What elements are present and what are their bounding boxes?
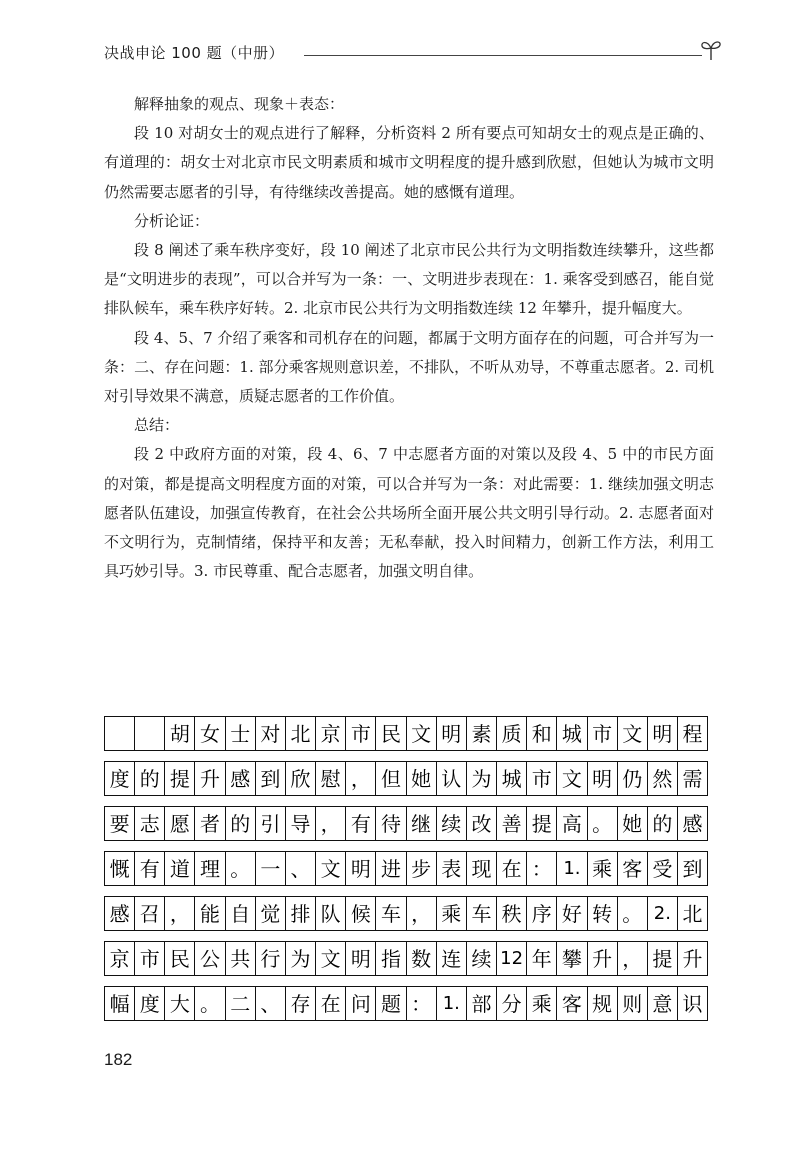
grid-cell: 召 [135,897,165,930]
grid-cell: 能 [195,897,225,930]
grid-cell: 升 [678,942,708,975]
grid-cell: 车 [376,897,406,930]
grid-cell [135,717,165,750]
grid-cell: 。 [226,852,256,885]
grid-cell: 1. [437,987,467,1020]
sprout-icon [698,36,724,62]
grid-cell: 大 [165,987,195,1020]
grid-cell: 改 [467,807,497,840]
grid-cell: 仍 [618,762,648,795]
grid-cell: 文 [618,717,648,750]
grid-cell: 的 [135,762,165,795]
grid-cell: 自 [226,897,256,930]
running-header [104,36,724,66]
grid-cell: 民 [165,942,195,975]
grid-cell: 市 [588,717,618,750]
grid-cell: 女 [195,717,225,750]
grid-cell: 有 [346,807,376,840]
grid-cell: 京 [316,717,346,750]
grid-cell: 文 [316,852,346,885]
grid-cell: 城 [497,762,527,795]
grid-cell: ， [618,942,648,975]
grid-cell: 导 [286,807,316,840]
grid-cell: 年 [527,942,557,975]
grid-row [104,941,708,976]
paragraph: 段 8 阐述了乘车秩序变好，段 10 阐述了北京市民公共行为文明指数连续攀升，这些都是“文明进步的表现”，可以合并写为一条：一、文明进步表现在：1. 乘客受到感召，能自觉排队候车，乘车秩序好转。2. 北京市民公共行为文明指数连续 12 年攀升，提升幅度大。 [104,241,714,318]
page-number: 182 [104,1050,133,1069]
grid-cell: 市 [135,942,165,975]
grid-cell: 胡 [165,717,195,750]
grid-cell: 对 [256,717,286,750]
grid-cell: 攀 [557,942,587,975]
grid-cell: 、 [256,987,286,1020]
grid-cell: 有 [135,852,165,885]
grid-cell: 继 [407,807,437,840]
grid-cell: 感 [678,807,708,840]
grid-cell: 善 [497,807,527,840]
grid-cell: 12 [497,942,527,975]
grid-cell: 的 [648,807,678,840]
grid-cell: 排 [286,897,316,930]
grid-cell: 程 [678,717,708,750]
grid-cell: 客 [618,852,648,885]
grid-cell: 感 [226,762,256,795]
grid-cell: 指 [376,942,406,975]
grid-cell: 明 [588,762,618,795]
grid-cell: 的 [226,807,256,840]
grid-cell: 民 [376,717,406,750]
grid-cell: 队 [316,897,346,930]
grid-cell: 士 [226,717,256,750]
grid-cell: 1. [557,852,587,885]
grid-cell: 要 [105,807,135,840]
grid-row [104,851,708,886]
grid-cell: 现 [467,852,497,885]
grid-cell: ， [165,897,195,930]
grid-cell: 二 [226,987,256,1020]
grid-cell: 然 [648,762,678,795]
grid-cell: 部 [467,987,497,1020]
grid-cell: ， [407,897,437,930]
grid-cell: 。 [588,807,618,840]
header-title: 决战申论 100 题（中册） [104,44,285,62]
grid-row [104,761,708,796]
grid-cell: 步 [407,852,437,885]
grid-cell: 客 [557,987,587,1020]
grid-cell: 车 [467,897,497,930]
grid-cell: 到 [678,852,708,885]
grid-cell: 愿 [165,807,195,840]
grid-cell: 感 [105,897,135,930]
grid-cell: 度 [135,987,165,1020]
grid-cell: ： [407,987,437,1020]
grid-cell: 表 [437,852,467,885]
grid-cell: 行 [256,942,286,975]
grid-cell: 问 [346,987,376,1020]
grid-cell: 城 [557,717,587,750]
grid-cell: 北 [678,897,708,930]
grid-cell: 升 [195,762,225,795]
grid-cell: 明 [437,717,467,750]
grid-cell: 待 [376,807,406,840]
grid-cell: 乘 [437,897,467,930]
explanation-text [104,90,714,586]
grid-cell: 高 [557,807,587,840]
grid-cell: 京 [105,942,135,975]
grid-cell: 。 [195,987,225,1020]
grid-cell: 在 [497,852,527,885]
grid-cell: 市 [527,762,557,795]
grid-cell: 明 [346,852,376,885]
grid-cell: 欣 [286,762,316,795]
grid-cell: 明 [346,942,376,975]
grid-cell: 存 [286,987,316,1020]
grid-cell: 市 [346,717,376,750]
grid-cell: 共 [226,942,256,975]
grid-cell: 秩 [497,897,527,930]
grid-cell: ， [316,807,346,840]
grid-cell: 候 [346,897,376,930]
grid-cell: 文 [557,762,587,795]
grid-cell: 为 [467,762,497,795]
grid-row [104,806,708,841]
grid-cell: 引 [256,807,286,840]
grid-cell: 北 [286,717,316,750]
grid-cell: 明 [648,717,678,750]
grid-cell: 规 [588,987,618,1020]
grid-cell: 提 [527,807,557,840]
grid-cell: 文 [316,942,346,975]
paragraph: 段 10 对胡女士的观点进行了解释，分析资料 2 所有要点可知胡女士的观点是正确的、有道理的：胡女士对北京市民文明素质和城市文明程度的提升感到欣慰，但她认为城市文明仍然需要志愿者的引导，有待继续改善提高。她的感慨有道理。 [104,124,714,201]
grid-cell: 需 [678,762,708,795]
grid-cell: ， [346,762,376,795]
grid-cell: 但 [376,762,406,795]
header-rule [304,55,702,56]
grid-cell: 序 [527,897,557,930]
grid-cell: 者 [195,807,225,840]
grid-cell: 她 [618,807,648,840]
grid-cell: 乘 [588,852,618,885]
grid-cell: 提 [165,762,195,795]
grid-row [104,896,708,931]
grid-cell: 幅 [105,987,135,1020]
grid-row [104,986,708,1021]
grid-cell: 志 [135,807,165,840]
grid-cell [105,717,135,750]
grid-cell: 为 [286,942,316,975]
grid-cell: 乘 [527,987,557,1020]
paragraph: 段 4、5、7 介绍了乘客和司机存在的问题，都属于文明方面存在的问题，可合并写为一条：二、存在问题：1. 部分乘客规则意识差，不排队，不听从劝导，不尊重志愿者。2. 司机对引导效果不满意，质疑志愿者的工作价值。 [104,328,714,406]
grid-cell: ： [527,852,557,885]
section-heading: 总结： [134,416,180,435]
grid-cell: 题 [376,987,406,1020]
grid-cell: 公 [195,942,225,975]
answer-grid [104,716,708,1031]
grid-cell: 一 [256,852,286,885]
grid-cell: 到 [256,762,286,795]
grid-cell: 续 [467,942,497,975]
grid-cell: 2. [648,897,678,930]
paragraph: 段 2 中政府方面的对策，段 4、6、7 中志愿者方面的对策以及段 4、5 中的市民方面的对策，都是提高文明程度方面的对策，可以合并写为一条：对此需要：1. 继续加强文明志愿者队伍建设，加强宣传教育，在社会公共场所全面开展公共文明引导行动。2. 志愿者面对不文明行为，克制情绪，保持平和友善；无私奉献，投入时间精力，创新工作方法，利用工具巧妙引导。3. 市民尊重、配合志愿者，加强文明自律。 [104,445,714,581]
grid-cell: 、 [286,852,316,885]
grid-cell: 升 [588,942,618,975]
grid-cell: 她 [407,762,437,795]
grid-cell: 质 [497,717,527,750]
grid-cell: 受 [648,852,678,885]
grid-cell: 慰 [316,762,346,795]
grid-cell: 慨 [105,852,135,885]
grid-cell: 认 [437,762,467,795]
grid-row [104,716,708,751]
grid-cell: 续 [437,807,467,840]
section-heading: 分析论证： [134,211,210,230]
grid-cell: 度 [105,762,135,795]
grid-cell: 意 [648,987,678,1020]
grid-cell: 转 [588,897,618,930]
grid-cell: 分 [497,987,527,1020]
grid-cell: 素 [467,717,497,750]
grid-cell: 。 [618,897,648,930]
grid-cell: 数 [407,942,437,975]
grid-cell: 提 [648,942,678,975]
grid-cell: 好 [557,897,587,930]
grid-cell: 连 [437,942,467,975]
grid-cell: 则 [618,987,648,1020]
grid-cell: 识 [678,987,708,1020]
section-heading: 解释抽象的观点、现象＋表态： [134,95,345,113]
grid-cell: 在 [316,987,346,1020]
grid-cell: 觉 [256,897,286,930]
grid-cell: 和 [527,717,557,750]
grid-cell: 理 [195,852,225,885]
grid-cell: 道 [165,852,195,885]
grid-cell: 进 [376,852,406,885]
grid-cell: 文 [407,717,437,750]
